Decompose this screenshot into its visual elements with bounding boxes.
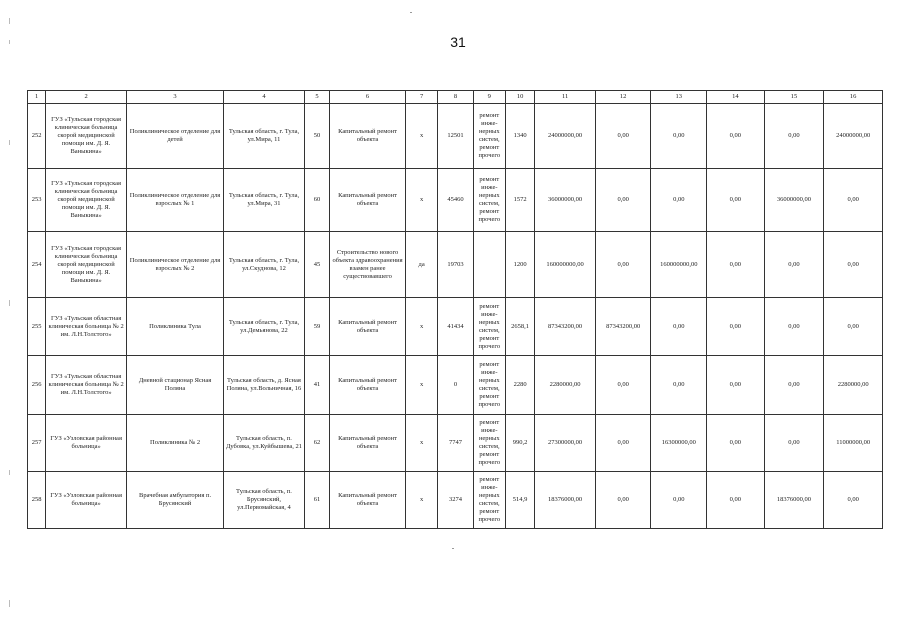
cell-col11: 87343200,00 (535, 298, 596, 356)
work-type-cell: Капитальный ремонт объекта (330, 298, 406, 356)
cell-col14: 0,00 (707, 298, 765, 356)
cell-col10: 1340 (505, 104, 534, 169)
cell-col15: 0,00 (764, 104, 824, 169)
cell-col7: х (405, 169, 437, 232)
cell-col8: 19703 (438, 232, 473, 298)
object-cell: Поликлиника Тула (127, 298, 224, 356)
header-row (28, 91, 883, 104)
cell-col11: 27300000,00 (535, 415, 596, 472)
column-header: 9 (473, 91, 505, 104)
object-cell: Поликлиническое отделение для детей (127, 104, 224, 169)
cell-col9 (473, 232, 505, 298)
table-row (28, 298, 883, 356)
organization-cell: ГУЗ «Тульская городская клиническая больница скорой медицинской помощи им. Д. Я. Ваныкина» (46, 232, 127, 298)
cell-col8: 0 (438, 356, 473, 415)
cell-col9: ремонт инже-нерных систем, ремонт прочего (473, 298, 505, 356)
cell-col16: 0,00 (824, 472, 883, 529)
address-cell: Тульская область, д. Ясная Поляна, ул.Вольничная, 16 (224, 356, 305, 415)
cell-col13: 0,00 (651, 472, 707, 529)
row-number: 258 (28, 472, 46, 529)
column-header: 12 (595, 91, 651, 104)
row-number: 257 (28, 415, 46, 472)
cell-col15: 18376000,00 (764, 472, 824, 529)
cell-col7: х (405, 298, 437, 356)
cell-col5: 62 (304, 415, 329, 472)
cell-col14: 0,00 (707, 104, 765, 169)
cell-col13: 160000000,00 (651, 232, 707, 298)
table-row (28, 169, 883, 232)
column-header: 2 (46, 91, 127, 104)
cell-col10: 2658,1 (505, 298, 534, 356)
cell-col12: 0,00 (595, 415, 651, 472)
cell-col15: 0,00 (764, 415, 824, 472)
work-type-cell: Капитальный ремонт объекта (330, 356, 406, 415)
object-cell: Дневной стационар Ясная Поляна (127, 356, 224, 415)
cell-col14: 0,00 (707, 232, 765, 298)
column-header: 14 (707, 91, 765, 104)
work-type-cell: Строительство нового объекта здравоохранения взамен ранее существовавшего (330, 232, 406, 298)
cell-col9: ремонт инже-нерных систем, ремонт прочего (473, 356, 505, 415)
cell-col9: ремонт инже-нерных систем, ремонт прочего (473, 472, 505, 529)
organization-cell: ГУЗ «Тульская городская клиническая больница скорой медицинской помощи им. Д. Я. Ваныкина» (46, 169, 127, 232)
column-header: 13 (651, 91, 707, 104)
row-number: 254 (28, 232, 46, 298)
cell-col13: 0,00 (651, 298, 707, 356)
column-header: 5 (304, 91, 329, 104)
address-cell: Тульская область, п. Дубовка, ул.Куйбышева, 21 (224, 415, 305, 472)
cell-col11: 2280000,00 (535, 356, 596, 415)
column-header: 15 (764, 91, 824, 104)
cell-col12: 0,00 (595, 356, 651, 415)
work-type-cell: Капитальный ремонт объекта (330, 415, 406, 472)
scan-mark (9, 470, 10, 475)
cell-col12: 0,00 (595, 169, 651, 232)
column-header: 8 (438, 91, 473, 104)
address-cell: Тульская область, г. Тула, ул.Мира, 11 (224, 104, 305, 169)
object-cell: Поликлиническое отделение для взрослых № 1 (127, 169, 224, 232)
cell-col12: 0,00 (595, 232, 651, 298)
cell-col13: 0,00 (651, 169, 707, 232)
cell-col16: 0,00 (824, 169, 883, 232)
row-number: 256 (28, 356, 46, 415)
cell-col14: 0,00 (707, 169, 765, 232)
scan-mark (9, 40, 10, 44)
cell-col5: 50 (304, 104, 329, 169)
cell-col9: ремонт инже-нерных систем, ремонт прочего (473, 104, 505, 169)
cell-col10: 1572 (505, 169, 534, 232)
cell-col14: 0,00 (707, 356, 765, 415)
row-number: 252 (28, 104, 46, 169)
cell-col11: 18376000,00 (535, 472, 596, 529)
work-type-cell: Капитальный ремонт объекта (330, 472, 406, 529)
cell-col8: 45460 (438, 169, 473, 232)
work-type-cell: Капитальный ремонт объекта (330, 169, 406, 232)
cell-col8: 3274 (438, 472, 473, 529)
cell-col15: 36000000,00 (764, 169, 824, 232)
cell-col12: 0,00 (595, 104, 651, 169)
table-row (28, 356, 883, 415)
facilities-table (27, 90, 883, 529)
cell-col15: 0,00 (764, 232, 824, 298)
object-cell: Врачебная амбулатория п. Брусянский (127, 472, 224, 529)
organization-cell: ГУЗ «Узловская районная больница» (46, 472, 127, 529)
cell-col13: 16300000,00 (651, 415, 707, 472)
object-cell: Поликлиника № 2 (127, 415, 224, 472)
cell-col12: 87343200,00 (595, 298, 651, 356)
cell-col11: 36000000,00 (535, 169, 596, 232)
cell-col15: 0,00 (764, 298, 824, 356)
cell-col8: 12501 (438, 104, 473, 169)
cell-col14: 0,00 (707, 415, 765, 472)
cell-col5: 59 (304, 298, 329, 356)
cell-col7: х (405, 415, 437, 472)
cell-col10: 990,2 (505, 415, 534, 472)
cell-col5: 60 (304, 169, 329, 232)
table-row (28, 232, 883, 298)
cell-col11: 24000000,00 (535, 104, 596, 169)
cell-col9: ремонт инже-нерных систем, ремонт прочего (473, 415, 505, 472)
cell-col16: 24000000,00 (824, 104, 883, 169)
table-row (28, 104, 883, 169)
organization-cell: ГУЗ «Тульская областная клиническая больница № 2 им. Л.Н.Толстого» (46, 298, 127, 356)
page-number: 31 (450, 34, 466, 50)
cell-col12: 0,00 (595, 472, 651, 529)
cell-col5: 45 (304, 232, 329, 298)
cell-col7: х (405, 104, 437, 169)
row-number: 253 (28, 169, 46, 232)
scan-mark (9, 600, 10, 607)
cell-col11: 160000000,00 (535, 232, 596, 298)
address-cell: Тульская область, г. Тула, ул.Мира, 31 (224, 169, 305, 232)
address-cell: Тульская область, п. Брусянский, ул.Первомайская, 4 (224, 472, 305, 529)
cell-col15: 0,00 (764, 356, 824, 415)
table-row (28, 415, 883, 472)
cell-col7: х (405, 356, 437, 415)
column-header: 3 (127, 91, 224, 104)
cell-col9: ремонт инже-нерных систем, ремонт прочего (473, 169, 505, 232)
cell-col10: 1200 (505, 232, 534, 298)
column-header: 10 (505, 91, 534, 104)
column-header: 6 (330, 91, 406, 104)
cell-col10: 514,9 (505, 472, 534, 529)
column-header: 11 (535, 91, 596, 104)
scan-mark (9, 18, 10, 24)
address-cell: Тульская область, г. Тула, ул.Демьянова, 22 (224, 298, 305, 356)
organization-cell: ГУЗ «Узловская районная больница» (46, 415, 127, 472)
organization-cell: ГУЗ «Тульская городская клиническая больница скорой медицинской помощи им. Д. Я. Ваныкина» (46, 104, 127, 169)
cell-col13: 0,00 (651, 356, 707, 415)
column-header: 1 (28, 91, 46, 104)
column-header: 4 (224, 91, 305, 104)
work-type-cell: Капитальный ремонт объекта (330, 104, 406, 169)
scan-mark (9, 140, 10, 145)
cell-col13: 0,00 (651, 104, 707, 169)
scan-speck (452, 548, 454, 549)
address-cell: Тульская область, г. Тула, ул.Скуднова, 12 (224, 232, 305, 298)
cell-col8: 41434 (438, 298, 473, 356)
scan-speck (410, 12, 412, 13)
cell-col16: 0,00 (824, 232, 883, 298)
object-cell: Поликлиническое отделение для взрослых № 2 (127, 232, 224, 298)
cell-col5: 41 (304, 356, 329, 415)
row-number: 255 (28, 298, 46, 356)
cell-col14: 0,00 (707, 472, 765, 529)
column-header: 7 (405, 91, 437, 104)
cell-col7: да (405, 232, 437, 298)
cell-col10: 2280 (505, 356, 534, 415)
cell-col5: 61 (304, 472, 329, 529)
table-row (28, 472, 883, 529)
cell-col8: 7747 (438, 415, 473, 472)
organization-cell: ГУЗ «Тульская областная клиническая больница № 2 им. Л.Н.Толстого» (46, 356, 127, 415)
cell-col16: 11000000,00 (824, 415, 883, 472)
cell-col7: х (405, 472, 437, 529)
cell-col16: 2280000,00 (824, 356, 883, 415)
cell-col16: 0,00 (824, 298, 883, 356)
scan-mark (9, 300, 10, 306)
column-header: 16 (824, 91, 883, 104)
